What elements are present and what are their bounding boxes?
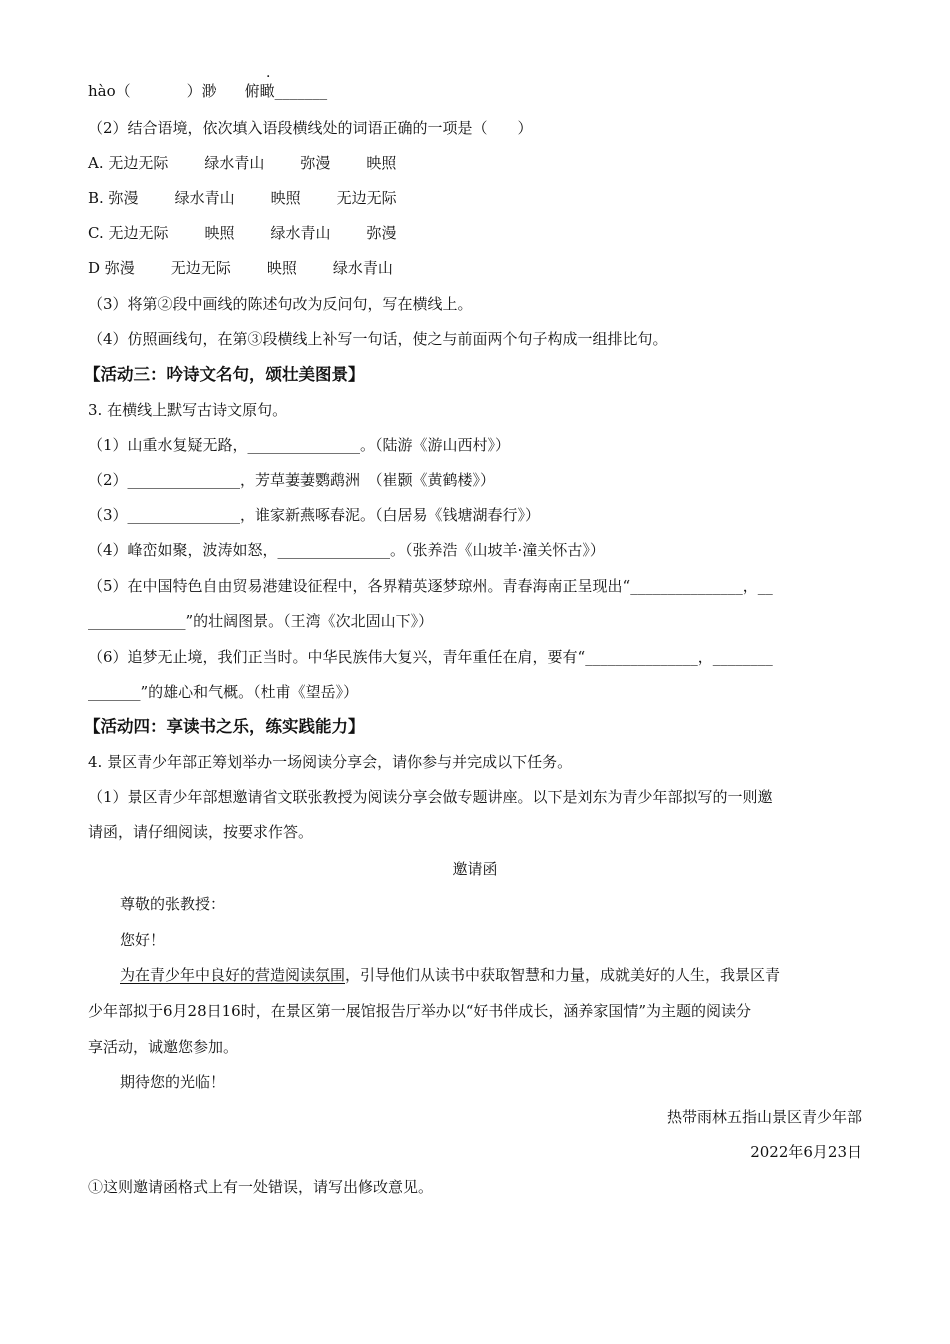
letter-closing: 期待您的光临！ [120, 1073, 226, 1091]
activity-3-stem: 3. 在横线上默写古诗文原句。 [88, 401, 288, 419]
emphasis-dot: · [266, 69, 271, 85]
poem-item-2: （2）_______________，芳草萋萋鹦鹉洲 （崔颢《黄鹤楼》） [88, 471, 496, 489]
letter-salutation: 尊敬的张教授： [120, 895, 226, 913]
option-d: D 弥漫 无边无际 映照 绿水青山 [88, 259, 393, 277]
question-2-stem: （2）结合语境，依次填入语段横线处的词语正确的一项是（ ） [88, 119, 533, 137]
option-c: C. 无边无际 映照 绿水青山 弥漫 [88, 224, 397, 242]
pinyin-line [88, 80, 327, 102]
letter-greeting: 您好！ [120, 931, 166, 949]
poem-item-3: （3）_______________，谁家新燕啄春泥。（白居易《钱塘湖春行》） [88, 506, 541, 524]
activity-4-sub1-line1: （1）景区青少年部想邀请省文联张教授为阅读分享会做专题讲座。以下是刘东为青少年部拟写的一则邀 [88, 788, 773, 806]
underlined-sentence: 为在青少年中良好的营造阅读氛围 [120, 966, 346, 984]
letter-signature: 热带雨林五指山景区青少年部 [666, 1108, 862, 1126]
pinyin-close: ）渺 [186, 82, 217, 100]
poem-item-1: （1）山重水复疑无路，_______________。（陆游《游山西村》） [88, 436, 511, 454]
word-fukan: 俯瞰 [244, 82, 275, 100]
task-1: ①这则邀请函格式上有一处错误，请写出修改意见。 [88, 1178, 434, 1196]
question-3-sub: （3）将第②段中画线的陈述句改为反问句，写在横线上。 [88, 295, 473, 313]
letter-date: 2022年6月23日 [750, 1143, 862, 1161]
poem-item-6-line2: _______”的雄心和气概。（杜甫《望岳》） [88, 683, 359, 701]
letter-body-rest: ，引导他们从读书中获取智慧和力量，成就美好的人生，我景区青 [345, 966, 781, 984]
poem-item-4: （4）峰峦如聚，波涛如怒，_______________。（张养浩《山坡羊·潼关怀古》） [88, 541, 605, 559]
answer-blank: _______ [274, 82, 328, 100]
letter-title: 邀请函 [452, 860, 498, 878]
question-4-sub: （4）仿照画线句，在第③段横线上补写一句话，使之与前面两个句子构成一组排比句。 [88, 330, 668, 348]
activity-4-title: 【活动四：享读书之乐，练实践能力】 [84, 717, 365, 736]
poem-item-5-line1: （5）在中国特色自由贸易港建设征程中，各界精英逐梦琼州。青春海南正呈现出“_______________，__ [88, 577, 773, 595]
option-b: B. 弥漫 绿水青山 映照 无边无际 [88, 189, 397, 207]
letter-body-line3: 享活动，诚邀您参加。 [88, 1038, 239, 1056]
option-a: A. 无边无际 绿水青山 弥漫 映照 [88, 154, 397, 172]
activity-3-title: 【活动三：吟诗文名句，颂壮美图景】 [84, 365, 365, 384]
poem-item-6-line1: （6）追梦无止境，我们正当时。中华民族伟大复兴，青年重任在肩，要有“_______________，________ [88, 648, 773, 666]
pinyin-text: hào（ [88, 82, 131, 100]
activity-4-stem: 4. 景区青少年部正筹划举办一场阅读分享会，请你参与并完成以下任务。 [88, 753, 573, 771]
poem-item-5-line2: _____________”的壮阔图景。（王湾《次北固山下》） [88, 612, 434, 630]
letter-body-line2: 少年部拟于6月28日16时，在景区第一展馆报告厅举办以“好书伴成长，涵养家国情”为主题的阅读分 [88, 1002, 752, 1020]
letter-body-line1 [120, 964, 780, 986]
activity-4-sub1-line2: 请函，请仔细阅读，按要求作答。 [88, 823, 314, 841]
